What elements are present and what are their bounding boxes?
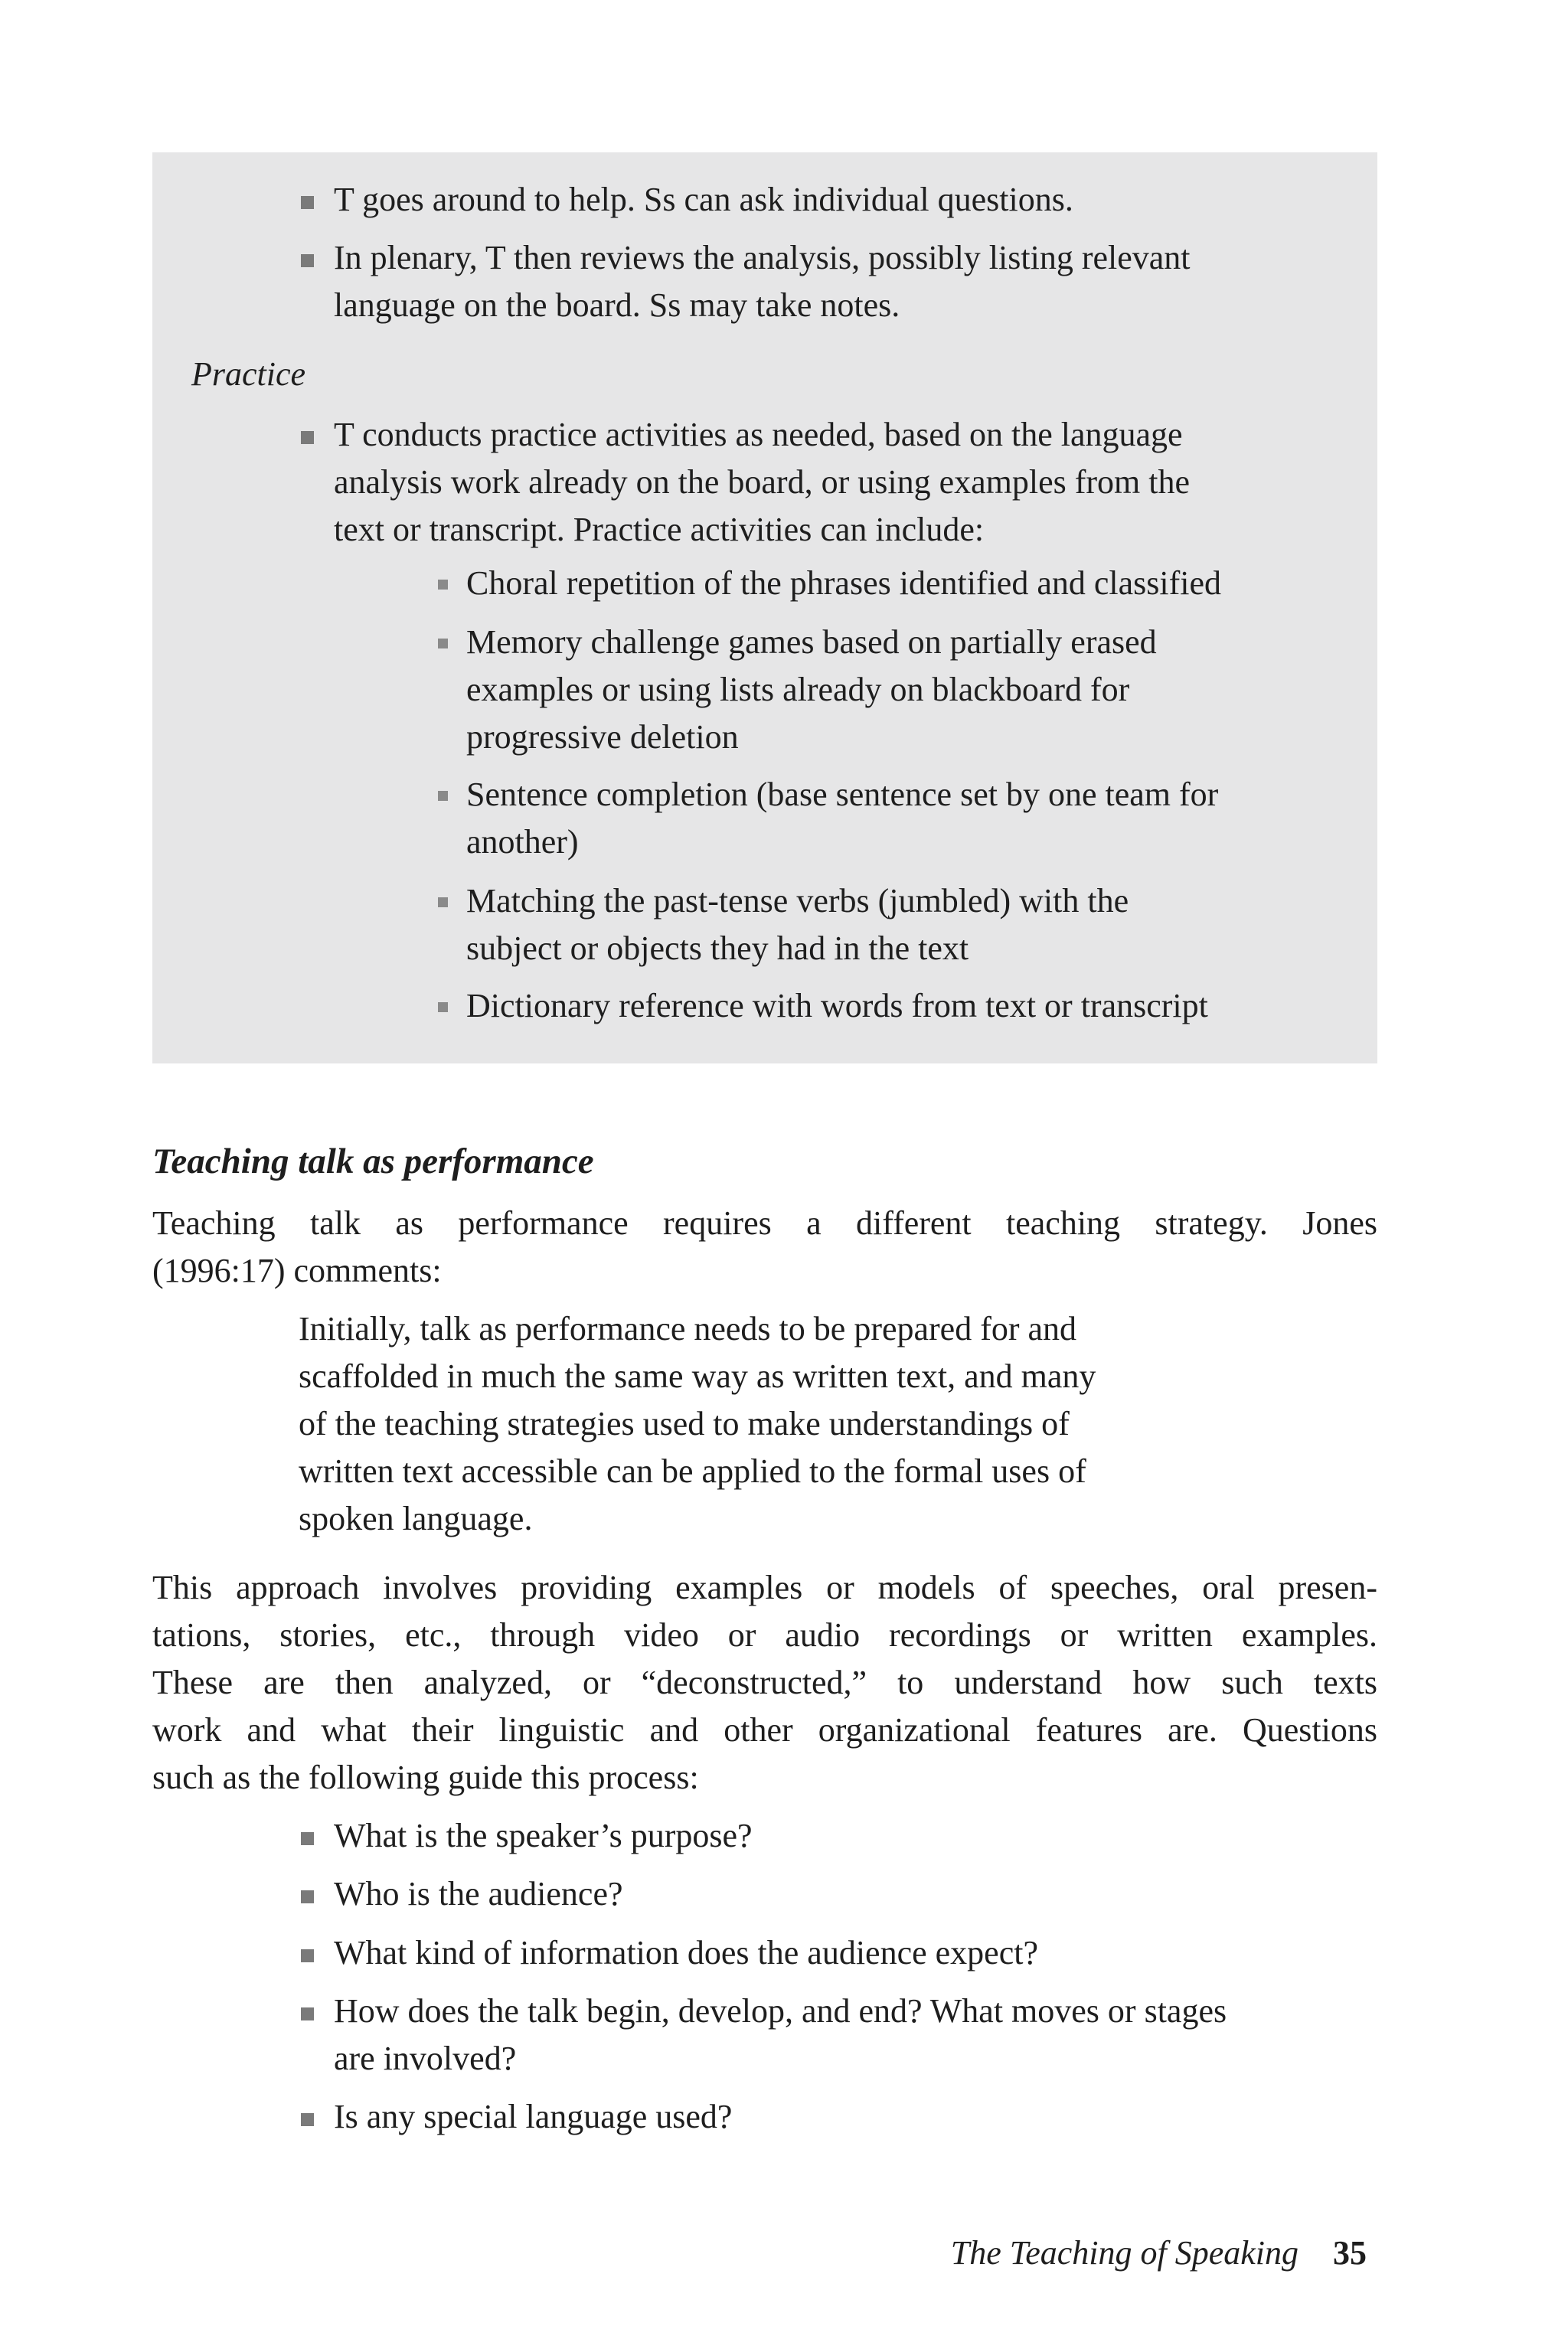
sub-bullet-text: another) (466, 823, 579, 861)
body-paragraph-line: These are then analyzed, or “deconstructed,” to understand how such texts (152, 1664, 1377, 1701)
sub-bullet-text: examples or using lists already on blackboard for (466, 671, 1130, 708)
running-footer-title: The Teaching of Speaking (950, 2234, 1298, 2272)
section-heading: Teaching talk as performance (152, 1142, 594, 1181)
square-bullet-icon (301, 196, 314, 209)
small-square-bullet-icon (438, 580, 448, 590)
question-item: How does the talk begin, develop, and end? What moves or stages (334, 1992, 1227, 2030)
sub-bullet-text: Sentence completion (base sentence set by one team for (466, 776, 1219, 813)
square-bullet-icon (301, 1832, 314, 1845)
square-bullet-icon (301, 2007, 314, 2020)
sub-bullet-text: Choral repetition of the phrases identified and classified (466, 564, 1222, 602)
intro-paragraph-line: Teaching talk as performance requires a different teaching strategy. Jones (152, 1204, 1377, 1242)
small-square-bullet-icon (438, 791, 448, 801)
body-paragraph-line: work and what their linguistic and other organizational features are. Questions (152, 1711, 1377, 1749)
bullet-text: analysis work already on the board, or using examples from the (334, 463, 1191, 501)
sub-bullet-text: subject or objects they had in the text (466, 929, 969, 967)
square-bullet-icon (301, 1949, 314, 1962)
bullet-text: T goes around to help. Ss can ask individual questions. (334, 181, 1073, 218)
square-bullet-icon (301, 1890, 314, 1903)
bullet-text: text or transcript. Practice activities can include: (334, 511, 985, 548)
page-number: 35 (1333, 2234, 1367, 2272)
square-bullet-icon (301, 254, 314, 267)
question-item: Is any special language used? (334, 2098, 733, 2135)
bullet-text: In plenary, T then reviews the analysis, possibly listing relevant (334, 239, 1191, 276)
question-item: What kind of information does the audience expect? (334, 1934, 1038, 1971)
block-quote-line: scaffolded in much the same way as written text, and many (299, 1357, 1096, 1395)
block-quote-line: spoken language. (299, 1500, 533, 1537)
block-quote-line: written text accessible can be applied to the formal uses of (299, 1452, 1086, 1490)
question-item: What is the speaker’s purpose? (334, 1817, 753, 1854)
block-quote-line: of the teaching strategies used to make understandings of (299, 1405, 1070, 1442)
intro-paragraph-line: (1996:17) comments: (152, 1252, 442, 1289)
small-square-bullet-icon (438, 897, 448, 907)
small-square-bullet-icon (438, 639, 448, 648)
body-paragraph-line: This approach involves providing examples or models of speeches, oral presen- (152, 1569, 1377, 1606)
small-square-bullet-icon (438, 1002, 448, 1012)
sub-bullet-text: Matching the past-tense verbs (jumbled) with the (466, 882, 1129, 920)
bullet-text: T conducts practice activities as needed, based on the language (334, 416, 1183, 453)
question-item: Who is the audience? (334, 1875, 623, 1913)
body-paragraph-line: such as the following guide this process: (152, 1759, 699, 1796)
body-paragraph-line: tations, stories, etc., through video or audio recordings or written examples. (152, 1616, 1377, 1654)
block-quote-line: Initially, talk as performance needs to be prepared for and (299, 1310, 1077, 1348)
sub-bullet-text: Dictionary reference with words from text or transcript (466, 987, 1208, 1024)
bullet-text: language on the board. Ss may take notes. (334, 286, 900, 324)
square-bullet-icon (301, 431, 314, 444)
sub-bullet-text: Memory challenge games based on partially erased (466, 623, 1157, 661)
sub-bullet-text: progressive deletion (466, 718, 739, 756)
square-bullet-icon (301, 2113, 314, 2126)
practice-label: Practice (191, 355, 306, 393)
question-item: are involved? (334, 2040, 517, 2077)
